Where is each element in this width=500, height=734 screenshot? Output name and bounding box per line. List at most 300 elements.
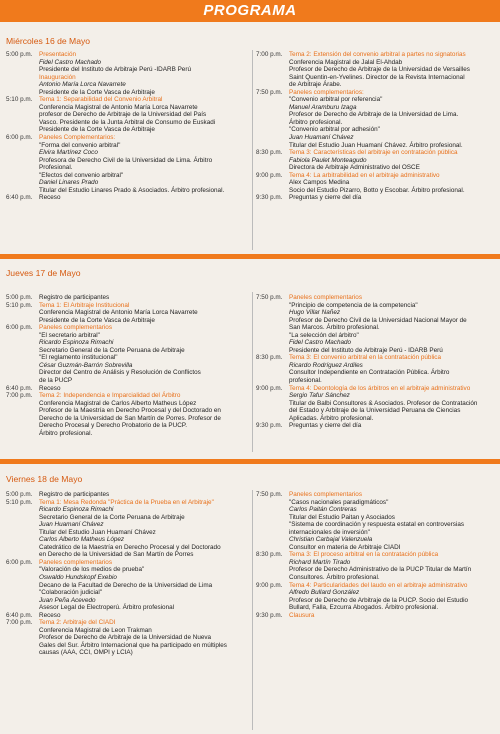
time-label [6, 506, 39, 514]
time-label: 5:10 p.m. [6, 498, 33, 506]
time-label: 7:00 p.m. [6, 619, 33, 627]
session-detail: Secretario General de la Corte Peruana de Arbitraje [39, 513, 185, 521]
schedule-line [256, 536, 496, 544]
schedule-line [6, 126, 249, 134]
session-detail: Derecho Procesal y Derecho Probatorio de la PUCP. [39, 422, 187, 430]
schedule-col-3-left [6, 491, 249, 657]
session-detail: en Derecho de la Universidad de San Martín de Porres [39, 551, 194, 559]
schedule-line [256, 415, 496, 423]
speaker-name: Daniel Linares Prado [39, 179, 99, 187]
schedule-line [6, 551, 249, 559]
speaker-name: Hugo Villar Nañez [289, 309, 341, 317]
schedule-line [256, 332, 496, 340]
time-label: 7:50 p.m. [256, 491, 283, 498]
session-detail: Profesor de Derecho de Arbitraje de la Universidad de Lima. [289, 111, 459, 119]
schedule-col-3-right [256, 491, 496, 619]
session-detail: Consultores. Árbitro profesional. [289, 574, 380, 582]
session-title: Tema 1: Separabilidad del Convenio Arbitral [39, 96, 163, 104]
time-label [256, 111, 289, 119]
session-detail: Preguntas y cierre del día [289, 194, 362, 202]
schedule-line [256, 369, 496, 377]
schedule-line [256, 574, 496, 582]
session-title: Paneles complementarios [39, 324, 112, 332]
time-label [6, 400, 39, 408]
session-detail: Profesor de la Maestría en Derecho Procesal y del Doctorado en [39, 407, 221, 415]
time-label [6, 81, 39, 89]
session-detail: Catedrático de la Maestría en Derecho Procesal y del Doctorado [39, 543, 221, 551]
session-detail: Conferencia Magistral de Leon Trakman [39, 626, 152, 634]
schedule-line [256, 339, 496, 347]
schedule-line [256, 134, 496, 142]
session-detail: "Convenio arbitral por adhesión" [289, 126, 380, 134]
schedule-line [256, 119, 496, 127]
session-detail: Profesora de Derecho Civil de la Universidad de Lima. Árbitro [39, 156, 213, 164]
session-detail: "Valoración de los medios de prueba" [39, 566, 145, 574]
time-label [6, 604, 39, 612]
schedule-line [256, 347, 496, 355]
schedule-line [6, 506, 249, 514]
schedule-line [6, 521, 249, 529]
time-label [256, 59, 289, 67]
time-label [256, 134, 289, 142]
time-label: 8:30 p.m. [256, 354, 283, 362]
time-label: 5:00 p.m. [6, 491, 33, 498]
schedule-line [256, 142, 496, 150]
session-title: Tema 1: Mesa Redonda "Práctica de la Prueba en el Arbitraje" [39, 498, 214, 506]
speaker-name: Fidel Castro Machado [289, 339, 352, 347]
schedule-line [256, 566, 496, 574]
time-label [6, 172, 39, 180]
time-label [256, 324, 289, 332]
time-label [256, 317, 289, 325]
time-label [6, 551, 39, 559]
time-label: 5:10 p.m. [6, 301, 33, 309]
session-detail: Profesor de Derecho Civil de la Universidad Nacional Mayor de [289, 316, 467, 324]
time-label [6, 566, 39, 574]
time-label [256, 415, 289, 423]
speaker-name: Christian Carbajal Valenzuela [289, 536, 373, 544]
schedule-line [256, 187, 496, 195]
schedule-line [256, 294, 496, 302]
schedule-line [256, 157, 496, 165]
time-label [256, 302, 289, 310]
time-label: 6:00 p.m. [6, 134, 33, 142]
session-detail: Árbitro profesional. [39, 429, 93, 437]
schedule-line [6, 582, 249, 590]
time-label [6, 89, 39, 97]
time-label [6, 627, 39, 635]
session-detail: Alex Campos Medina [289, 179, 350, 187]
schedule-line [256, 111, 496, 119]
session-detail: del Estado y Arbitraje de la Universidad Peruana de Ciencias [289, 407, 461, 415]
session-detail: Titular del Estudio Juan Huamaní Chávez [39, 528, 156, 536]
time-label [6, 332, 39, 340]
speaker-name: Juan Peña Acevedo [39, 596, 96, 604]
schedule-col-1-left [6, 51, 249, 202]
session-detail: Titular del Estudio Juan Huamaní Chávez. Árbitro profesional. [289, 141, 463, 149]
time-label: 5:00 p.m. [6, 51, 33, 58]
session-detail: Árbitro profesional. [289, 118, 343, 126]
schedule-line [6, 164, 249, 172]
time-label [6, 59, 39, 67]
time-label: 8:30 p.m. [256, 551, 283, 559]
time-label [6, 317, 39, 325]
schedule-line [6, 377, 249, 385]
session-detail: causas (AAA, CCI, OMPI y LCIA) [39, 649, 133, 657]
schedule-line [256, 514, 496, 522]
session-title: Tema 4: Deontología de los árbitros en el arbitraje administrativo [289, 384, 471, 392]
session-title: Paneles Complementarios: [39, 134, 116, 142]
time-label [256, 566, 289, 574]
speaker-name: Sergio Tafur Sánchez [289, 392, 350, 400]
schedule-line [256, 422, 496, 430]
time-label [6, 544, 39, 552]
schedule-line [6, 111, 249, 119]
session-detail: Directora de Arbitraje Administrativo del OSCE [289, 164, 420, 172]
time-label [6, 126, 39, 134]
time-label [256, 574, 289, 582]
program-banner [0, 0, 500, 22]
day-heading-1: Miércoles 16 de Mayo [6, 36, 91, 46]
session-detail: "Principio de competencia de la competencia" [289, 301, 418, 309]
program-title: PROGRAMA [203, 2, 297, 19]
session-title: Tema 1: El Arbitraje Institucional [39, 301, 130, 309]
schedule-col-1-right [256, 51, 496, 202]
schedule-line [256, 51, 496, 59]
schedule-line [256, 179, 496, 187]
time-label [6, 66, 39, 74]
schedule-line [6, 642, 249, 650]
session-detail: Secretario General de la Corte Peruana de Arbitraje [39, 346, 185, 354]
session-detail: Asesor Legal de Electroperú. Árbitro profesional [39, 604, 175, 612]
time-label [6, 415, 39, 423]
speaker-name: Manuel Aramburu Izaga [289, 103, 357, 111]
session-title: Tema 2: Extensión del convenio arbitral a partes no signatorias [289, 51, 466, 58]
schedule-line [256, 499, 496, 507]
time-label [6, 649, 39, 657]
session-title: Inauguración [39, 73, 76, 81]
time-label [256, 597, 289, 605]
session-detail: Profesor de Derecho de Arbitraje de la Universidad de Versailles [289, 66, 470, 74]
time-label: 7:50 p.m. [256, 88, 283, 96]
schedule-line [256, 392, 496, 400]
schedule-line [6, 142, 249, 150]
schedule-line [6, 619, 249, 627]
session-detail: Conferencia Magistral de Carlos Alberto Matheus López [39, 399, 197, 407]
schedule-line [6, 362, 249, 370]
schedule-line [6, 514, 249, 522]
time-label [256, 369, 289, 377]
session-detail: Derecho de la Universidad de San Martín de Porres. Profesor de [39, 414, 221, 422]
schedule-line [6, 179, 249, 187]
time-label [256, 499, 289, 507]
schedule-line [256, 81, 496, 89]
schedule-line [6, 529, 249, 537]
schedule-line [6, 59, 249, 67]
time-label: 6:00 p.m. [6, 558, 33, 566]
time-label [256, 309, 289, 317]
time-label [256, 104, 289, 112]
schedule-line [6, 332, 249, 340]
column-divider-3 [252, 490, 253, 730]
session-title: Tema 3: El convenio arbitral en la contratación pública [289, 354, 441, 362]
session-title: Clausura [289, 611, 315, 619]
schedule-line [6, 574, 249, 582]
session-detail: Aplicadas. Árbitro profesional. [289, 414, 374, 422]
session-title: Tema 2: Independencia e Imparcialidad del Árbitro [39, 392, 181, 400]
time-label [256, 332, 289, 340]
session-detail: "Efectos del convenio arbitral" [39, 171, 124, 179]
schedule-line [6, 81, 249, 89]
session-detail: Conferencia Magistral de Antonio María Lorca Navarrete [39, 103, 198, 111]
schedule-line [6, 430, 249, 438]
time-label [6, 597, 39, 605]
time-label [6, 354, 39, 362]
schedule-line [256, 551, 496, 559]
speaker-name: Fidel Castro Machado [39, 58, 102, 66]
schedule-col-2-right [256, 294, 496, 430]
session-detail: San Marcos. Árbitro profesional. [289, 324, 380, 332]
schedule-line [6, 589, 249, 597]
session-title: Tema 3: Características del arbitraje en contratación pública [289, 149, 458, 157]
schedule-line [6, 604, 249, 612]
schedule-line [6, 627, 249, 635]
schedule-line [256, 126, 496, 134]
session-detail: Presidente de la Corte Vasca de Arbitraje [39, 126, 155, 134]
time-label: 9:00 p.m. [256, 171, 283, 179]
session-detail: "El secretario arbitral" [39, 331, 100, 339]
schedule-line [256, 172, 496, 180]
time-label: 6:40 p.m. [6, 611, 33, 619]
schedule-line [256, 309, 496, 317]
time-label: 9:30 p.m. [256, 611, 283, 619]
schedule-line [6, 172, 249, 180]
speaker-name: Juan Huamaní Chávez [289, 134, 354, 142]
time-label [256, 521, 289, 529]
speaker-name: Elvira Martínez Coco [39, 149, 98, 157]
speaker-name: Richard Martín Tirado [289, 558, 351, 566]
schedule-line [6, 119, 249, 127]
time-label [6, 309, 39, 317]
time-label [256, 362, 289, 370]
session-detail: Presidente de la Corte Vasca de Arbitraje [39, 88, 155, 96]
time-label [256, 96, 289, 104]
schedule-line [6, 385, 249, 393]
time-label [256, 119, 289, 127]
time-label [6, 536, 39, 544]
schedule-line [6, 415, 249, 423]
schedule-line [256, 544, 496, 552]
schedule-line [256, 59, 496, 67]
session-detail: Saint Quentin-en-Yvelines. Director de la Revista Internacional [289, 73, 465, 81]
schedule-line [6, 392, 249, 400]
speaker-name: Carlos Alberto Matheus López [39, 536, 125, 544]
schedule-line [256, 164, 496, 172]
schedule-line [6, 499, 249, 507]
schedule-line [256, 377, 496, 385]
schedule-line [256, 354, 496, 362]
session-detail: "Colaboración judicial" [39, 589, 103, 597]
session-title: Paneles complementarios [289, 294, 362, 301]
session-title: Presentación [39, 51, 77, 58]
schedule-line [6, 400, 249, 408]
time-label [256, 66, 289, 74]
schedule-line [6, 536, 249, 544]
time-label [6, 369, 39, 377]
time-label [256, 179, 289, 187]
column-divider-1 [252, 50, 253, 250]
schedule-line [6, 634, 249, 642]
session-detail: Titular de Balbi Consultores & Asociados. Profesor de Contratación [289, 399, 478, 407]
time-label: 9:30 p.m. [256, 422, 283, 430]
schedule-line [6, 354, 249, 362]
session-detail: Registro de participantes [39, 491, 110, 498]
time-label [6, 104, 39, 112]
session-detail: Director del Centro de Análisis y Resolución de Conflictos [39, 369, 201, 377]
session-detail: "Sistema de coordinación y respuesta estatal en controversias [289, 521, 465, 529]
speaker-name: Ricardo Rodríguez Ardiles [289, 361, 363, 369]
time-label [6, 347, 39, 355]
session-detail: Conferencia Magistral de Antonio María Lorca Navarrete [39, 309, 198, 317]
time-label [6, 422, 39, 430]
session-detail: internacionales de inversión" [289, 528, 370, 536]
schedule-line [6, 66, 249, 74]
time-label: 6:40 p.m. [6, 384, 33, 392]
time-label [6, 642, 39, 650]
time-label [6, 430, 39, 438]
time-label [6, 179, 39, 187]
schedule-line [6, 149, 249, 157]
schedule-line [6, 612, 249, 620]
session-detail: "El reglamento institucional" [39, 354, 118, 362]
session-detail: Presidente del Instituto de Arbitraje Perú - IDARB Perú [289, 346, 443, 354]
session-detail: Receso [39, 384, 61, 392]
time-label [6, 514, 39, 522]
session-detail: Consultor en materia de Arbitraje CIADI [289, 543, 401, 551]
session-detail: Receso [39, 611, 61, 619]
session-title: Tema 4: Particularidades del laudo en el arbitraje administrativo [289, 581, 468, 589]
session-title: Paneles complementarios [289, 491, 362, 498]
time-label [256, 187, 289, 195]
time-label: 8:30 p.m. [256, 149, 283, 157]
schedule-line [256, 104, 496, 112]
time-label [6, 521, 39, 529]
time-label [256, 559, 289, 567]
schedule-line [256, 407, 496, 415]
schedule-line [256, 559, 496, 567]
schedule-line [6, 104, 249, 112]
time-label [6, 377, 39, 385]
time-label [6, 339, 39, 347]
schedule-line [6, 89, 249, 97]
schedule-line [6, 51, 249, 59]
time-label: 7:00 p.m. [256, 51, 283, 58]
time-label [256, 339, 289, 347]
day-heading-2: Jueves 17 de Mayo [6, 268, 81, 278]
schedule-line [6, 339, 249, 347]
schedule-line [6, 134, 249, 142]
schedule-line [256, 149, 496, 157]
speaker-name: César Guzmán-Barrón Sobrevilla [39, 361, 133, 369]
schedule-col-2-left [6, 294, 249, 437]
session-detail: "Convenio arbitral por referencia" [289, 96, 383, 104]
time-label: 6:40 p.m. [6, 194, 33, 202]
schedule-line [6, 544, 249, 552]
time-label [6, 142, 39, 150]
time-label: 7:00 p.m. [6, 392, 33, 400]
session-detail: Presidente de la Corte Vasca de Arbitraje [39, 316, 155, 324]
time-label [6, 149, 39, 157]
session-detail: Consultor Independiente en Contratación Pública. Árbitro [289, 369, 450, 377]
time-label [256, 514, 289, 522]
session-detail: profesional. [289, 377, 322, 385]
session-detail: Socio del Estudio Pizarro, Botto y Escobar. Árbitro profesional. [289, 186, 465, 194]
schedule-line [6, 369, 249, 377]
session-title: Paneles complementarios: [289, 88, 364, 96]
schedule-line [256, 66, 496, 74]
schedule-line [256, 324, 496, 332]
time-label [256, 407, 289, 415]
schedule-line [6, 157, 249, 165]
time-label [6, 407, 39, 415]
session-detail: Titular del Estudio Paitan y Asociados [289, 513, 395, 521]
speaker-name: Ricardo Espinoza Rimachi [39, 506, 114, 514]
schedule-line [6, 194, 249, 202]
schedule-line [256, 506, 496, 514]
schedule-line [6, 649, 249, 657]
schedule-line [6, 347, 249, 355]
time-label [256, 126, 289, 134]
time-label [256, 506, 289, 514]
time-label [6, 187, 39, 195]
time-label [6, 111, 39, 119]
session-detail: Profesor de Derecho de Arbitraje de la Universidad de Nueva [39, 634, 212, 642]
schedule-line [256, 589, 496, 597]
time-label [256, 392, 289, 400]
schedule-line [256, 89, 496, 97]
session-detail: de la PUCP [39, 377, 73, 385]
day-heading-3: Viernes 18 de Mayo [6, 474, 83, 484]
time-label [6, 157, 39, 165]
session-detail: "Casos nacionales paradigmáticos" [289, 498, 389, 506]
time-label [256, 544, 289, 552]
session-detail: Preguntas y cierre del día [289, 422, 362, 430]
time-label: 5:00 p.m. [6, 294, 33, 301]
schedule-line [6, 74, 249, 82]
session-detail: Profesor de Derecho Administrativo de la PUCP Titular de Martín [289, 566, 472, 574]
speaker-name: Alfredo Bullard González [289, 589, 360, 597]
time-label [256, 589, 289, 597]
session-detail: "Forma del convenio arbitral" [39, 141, 121, 149]
time-label [256, 157, 289, 165]
session-title: Tema 4: La arbitrabilidad en el arbitraje administrativo [289, 171, 440, 179]
time-label [6, 574, 39, 582]
time-label [256, 400, 289, 408]
speaker-name: Antonio María Lorca Navarrete [39, 81, 126, 89]
speaker-name: Ricardo Espinoza Rimachi [39, 339, 114, 347]
session-detail: profesor de Derecho de Arbitraje de la Universidad del País [39, 111, 207, 119]
session-detail: Profesor de Derecho de Arbitraje de la PUCP. Socio del Estudio [289, 596, 469, 604]
time-label [256, 74, 289, 82]
session-title: Tema 3: El proceso arbitral en la contratación pública [289, 551, 439, 559]
session-title: Paneles complementarios [39, 558, 112, 566]
session-detail: Decano de la Facultad de Derecho de la Universidad de Lima [39, 581, 213, 589]
time-label: 9:00 p.m. [256, 384, 283, 392]
time-label [6, 362, 39, 370]
schedule-line [256, 521, 496, 529]
time-label [256, 536, 289, 544]
schedule-line [256, 612, 496, 620]
